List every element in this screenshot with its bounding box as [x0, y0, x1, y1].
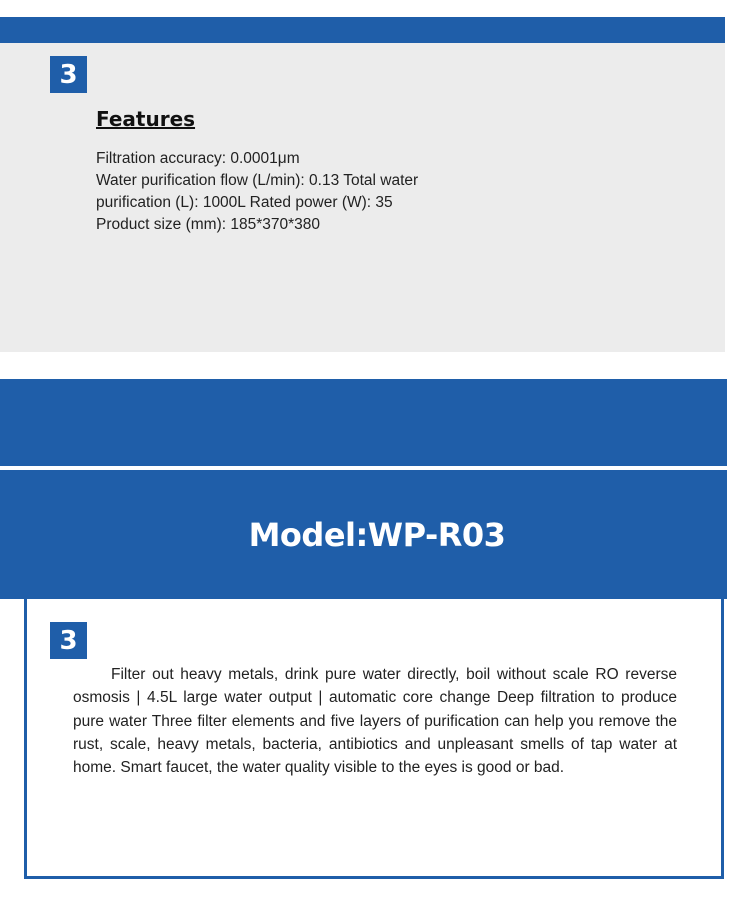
- spec-line: Product size (mm): 185*370*380: [96, 216, 321, 233]
- features-spec-list: [96, 148, 486, 236]
- model-header: [27, 470, 727, 599]
- section-number-badge: 3: [50, 622, 87, 659]
- spec-line: Filtration accuracy: 0.0001μm: [96, 150, 300, 167]
- section-number-badge: 3: [50, 56, 87, 93]
- model-title: Model:WP-R03: [248, 515, 506, 554]
- left-accent-strip: [0, 470, 24, 599]
- product-description: Filter out heavy metals, drink pure water directly, boil without scale RO reverse osmosis | 4.5L large water output | automatic core change Deep filtration to produce pure water Three filter elements and five layers of purification can help you remove the rust, scale, heavy metals, bacteria, antibiotics and unpleasant smells of tap water at home. Smart faucet, the water quality visible to the eyes is good or bad.: [73, 666, 677, 777]
- features-heading: Features: [96, 107, 196, 131]
- top-header-bar: [0, 17, 725, 43]
- spec-line: Water purification flow (L/min): 0.13 Total water: [96, 172, 419, 189]
- blue-banner: [0, 379, 727, 466]
- spec-line: purification (L): 1000L Rated power (W): 35: [96, 194, 393, 211]
